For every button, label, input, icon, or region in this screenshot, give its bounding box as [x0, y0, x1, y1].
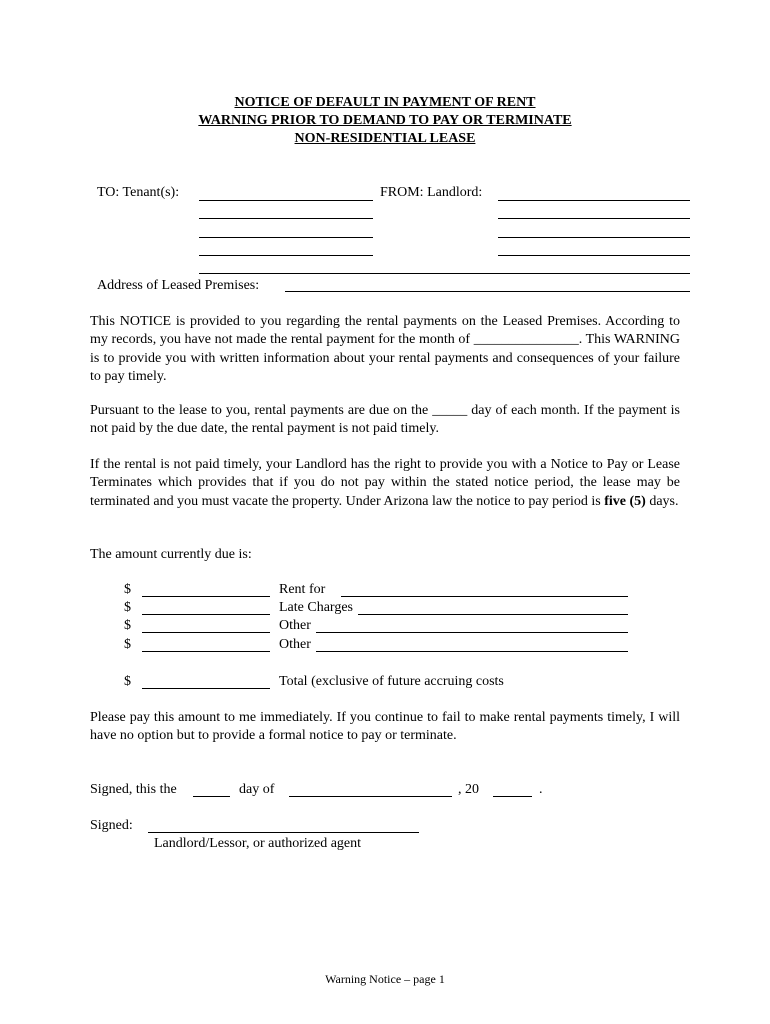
amount-label-rent: Rent for: [279, 582, 326, 597]
address-line-1[interactable]: [199, 273, 690, 274]
paragraph-rights-part-a: If the rental is not paid timely, your Landlord has the right to provide you with a Notice to Pay or Lease Terminates which provides that if you do not pay within the stated notice period, the lease may be terminated and you must vacate the property. Under Arizona law the notice to pay period is: [90, 457, 680, 509]
address-label: Address of Leased Premises:: [97, 278, 260, 293]
total-label: Total (exclusive of future accruing costs: [279, 674, 504, 689]
amount-desc-other-2[interactable]: [316, 651, 628, 652]
title-line-2: WARNING PRIOR TO DEMAND TO PAY OR TERMINATE: [198, 113, 572, 128]
landlord-line-3[interactable]: [498, 237, 690, 238]
tenant-line-2[interactable]: [199, 218, 373, 219]
paragraph-rights-part-b: days.: [649, 493, 679, 509]
tenant-label: TO: Tenant(s):: [97, 185, 180, 200]
amount-label-other-1: Other: [279, 618, 311, 633]
amount-line-total[interactable]: [142, 688, 270, 689]
paragraph-due-date: [90, 402, 680, 439]
signed-period: .: [539, 782, 543, 797]
signed-year-blank[interactable]: [493, 796, 532, 797]
paragraph-rights: [90, 456, 680, 511]
signature-line[interactable]: [148, 832, 419, 833]
paragraph-pay-request-text: Please pay this amount to me immediately. If you continue to fail to make rental payments timely, I will have no option but to provide a formal notice to pay or terminate.: [90, 710, 680, 744]
signer-caption: Landlord/Lessor, or authorized agent: [154, 836, 362, 851]
due-day-blank[interactable]: _____: [432, 403, 468, 418]
amount-line-late[interactable]: [142, 614, 270, 615]
amount-label-late: Late Charges: [279, 600, 353, 615]
landlord-line-2[interactable]: [498, 218, 690, 219]
signed-label: Signed:: [90, 818, 133, 833]
currency-sign: $: [124, 637, 131, 652]
paragraph-notice: [90, 313, 680, 386]
day-of-label: day of: [239, 782, 275, 797]
amount-desc-late[interactable]: [358, 614, 628, 615]
tenant-line-1[interactable]: [199, 200, 373, 201]
currency-sign-total: $: [124, 674, 131, 689]
landlord-line-4[interactable]: [498, 255, 690, 256]
year-prefix: , 20: [458, 782, 479, 797]
paragraph-notice-part-b: _______________. This WARNING is to provide you with written information about your rental payments and consequences of your failure to pay timely.: [90, 332, 681, 384]
tenant-line-3[interactable]: [199, 237, 373, 238]
title-line-1: NOTICE OF DEFAULT IN PAYMENT OF RENT: [234, 95, 536, 110]
paragraph-due-date-part-b: day of each month. If the payment is not paid by the due date, the rental payment is not paid timely.: [90, 403, 681, 437]
signed-day-blank[interactable]: [193, 796, 230, 797]
tenant-line-4[interactable]: [199, 255, 373, 256]
amount-desc-rent[interactable]: [341, 596, 628, 597]
currency-sign: $: [124, 582, 131, 597]
amount-label-other-2: Other: [279, 637, 311, 652]
title-line-3: NON-RESIDENTIAL LEASE: [294, 131, 476, 146]
page-footer: Warning Notice – page 1: [325, 972, 445, 986]
amount-desc-other-1[interactable]: [316, 632, 628, 633]
address-line-2[interactable]: [285, 291, 690, 292]
notice-period-bold: five (5): [604, 493, 646, 509]
landlord-label: FROM: Landlord:: [380, 185, 483, 200]
paragraph-notice-part-a: This NOTICE is provided to you regarding the rental payments on the Leased Premises. According to my records, you have not made the rental payment for the month of: [90, 314, 680, 348]
amount-line-rent[interactable]: [142, 596, 270, 597]
amount-intro: The amount currently due is:: [90, 547, 252, 562]
currency-sign: $: [124, 600, 131, 615]
paragraph-pay-request: [90, 709, 680, 746]
amount-line-other-2[interactable]: [142, 651, 270, 652]
paragraph-due-date-part-a: Pursuant to the lease to you, rental payments are due on the: [90, 403, 429, 418]
amount-line-other-1[interactable]: [142, 632, 270, 633]
signed-this-label: Signed, this the: [90, 782, 177, 797]
landlord-line-1[interactable]: [498, 200, 690, 201]
currency-sign: $: [124, 618, 131, 633]
signed-month-blank[interactable]: [289, 796, 452, 797]
